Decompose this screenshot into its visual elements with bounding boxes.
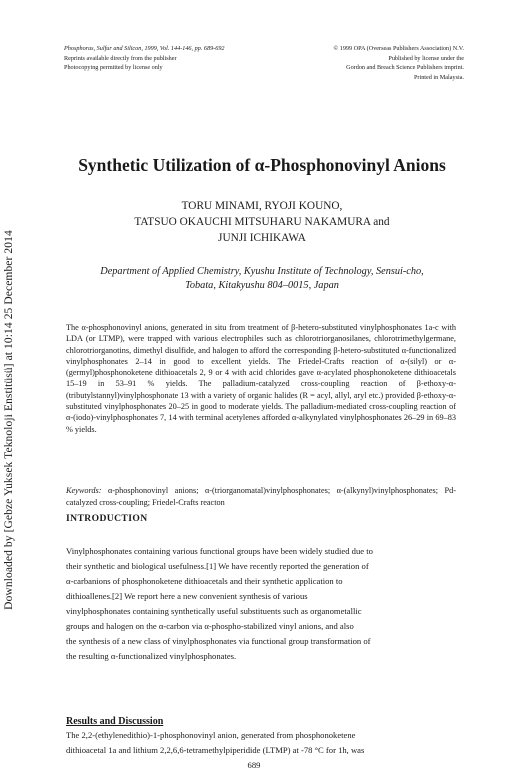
intro-line: the resulting α-functionalized vinylphosphonates.	[66, 651, 237, 661]
copyright-notice	[333, 44, 464, 82]
results-line: The 2,2-(ethylenedithio)-1-phosphonovinyl anion, generated from phosphonoketene	[66, 730, 356, 740]
copyright-line: Gordon and Breach Science Publishers imprint.	[346, 64, 464, 71]
intro-line: α-carbanions of phosphonoketene dithioacetals and their synthetic application to	[66, 576, 343, 586]
keywords-text: α-phosphonovinyl anions; α-(triorganomatal)vinylphosphonates; α-(alkynyl)vinylphosphonates; Pd-catalyzed cross-coupling; Friedel-Crafts reacton	[66, 486, 456, 507]
intro-line: their synthetic and biological usefulness.[1] We have recently reported the generation of	[66, 561, 369, 571]
keywords	[66, 485, 456, 508]
copyright-line: Printed in Malaysia.	[413, 73, 464, 81]
citation-line: Reprints available directly from the publisher	[64, 54, 177, 62]
copyright-line: Published by license under the	[388, 54, 464, 62]
author-list	[52, 198, 472, 246]
results-heading: Results and Discussion	[66, 716, 164, 727]
affiliation-line: Tobata, Kitakyushu 804–0015, Japan	[185, 280, 339, 291]
intro-line: the synthesis of a new class of vinylphosphonates via functional group transformation of	[66, 636, 371, 646]
author-line: JUNJI ICHIKAWA	[218, 232, 306, 244]
affiliation	[52, 265, 472, 293]
abstract: The α-phosphonovinyl anions, generated in situ from treatment of β-hetero-substituted vinylphosphonates 1a-c with LDA (or LTMP), were trapped with various electrophiles such as chlorotriorganosilanes, chlorotrimethylgermane, chlorotriorganotins, dimethyl disulfide, and halogen to afford the corresponding β-hetero-substituted α-functionalized vinylphosphonates 2–14 in good to excellent yields. The Friedel-Crafts reaction of α-(silyl) or α-(germyl)phosphonoketene dithioacetals 2, 9 or 4 with acid chlorides gave α-acylated phosphonoketene dithioacetals 15–19 in 53–91 % yields. The palladium-catalyzed cross-coupling reaction of β-ethoxy-α-(tributylstannyl)vinylphosphonate 13 with a variety of organic halides (R = acyl, allyl, aryl etc.) provided β-ethoxy-α-substituted vinylphosphonates 20–25 in good to moderate yields. The palladium-mediated cross-coupling reaction of α-(iodo)-vinylphosphonates 7, 14 with terminal acetylenes afforded α-alkynylated vinylphosphonates 26–29 in 69–83 % yields.	[66, 323, 456, 434]
paper-title: Synthetic Utilization of α-Phosphonovinyl Anions	[78, 155, 446, 175]
author-line: TATSUO OKAUCHI MITSUHARU NAKAMURA and	[134, 216, 390, 228]
citation-line: Phosphorus, Sulfur and Silicon, 1999, Vol. 144-146, pp. 689-692	[64, 45, 225, 52]
intro-line: dithioallenes.[2] We report here a new convenient synthesis of various	[66, 591, 308, 601]
download-notice: Downloaded by [Gebze Yuksek Teknoloji Enstitüsü] at 10:14 25 December 2014	[3, 230, 15, 610]
introduction-heading: INTRODUCTION	[66, 513, 148, 524]
intro-line: vinylphosphonates containing synthetically useful substituents such as organometallic	[66, 606, 362, 616]
keywords-label: Keywords:	[66, 486, 102, 495]
affiliation-line: Department of Applied Chemistry, Kyushu Institute of Technology, Sensui-cho,	[100, 266, 424, 277]
page-number: 689	[247, 760, 261, 770]
results-line: dithioacetal 1a and lithium 2,2,6,6-tetramethylpiperidide (LTMP) at -78 °C for 1h, was	[66, 745, 365, 755]
journal-citation	[64, 44, 225, 73]
intro-line: groups and halogen on the α-carbon via α-phospho-stabilized vinyl anions, and also	[66, 621, 354, 631]
citation-line: Photocopying permitted by license only	[64, 64, 163, 71]
results-body	[66, 728, 461, 758]
download-watermark	[2, 170, 16, 670]
introduction-body	[66, 544, 461, 664]
intro-line: Vinylphosphonates containing various functional groups have been widely studied due to	[66, 546, 373, 556]
copyright-line: © 1999 OPA (Overseas Publishers Association) N.V.	[333, 45, 464, 52]
author-line: TORU MINAMI, RYOJI KOUNO,	[181, 200, 343, 212]
